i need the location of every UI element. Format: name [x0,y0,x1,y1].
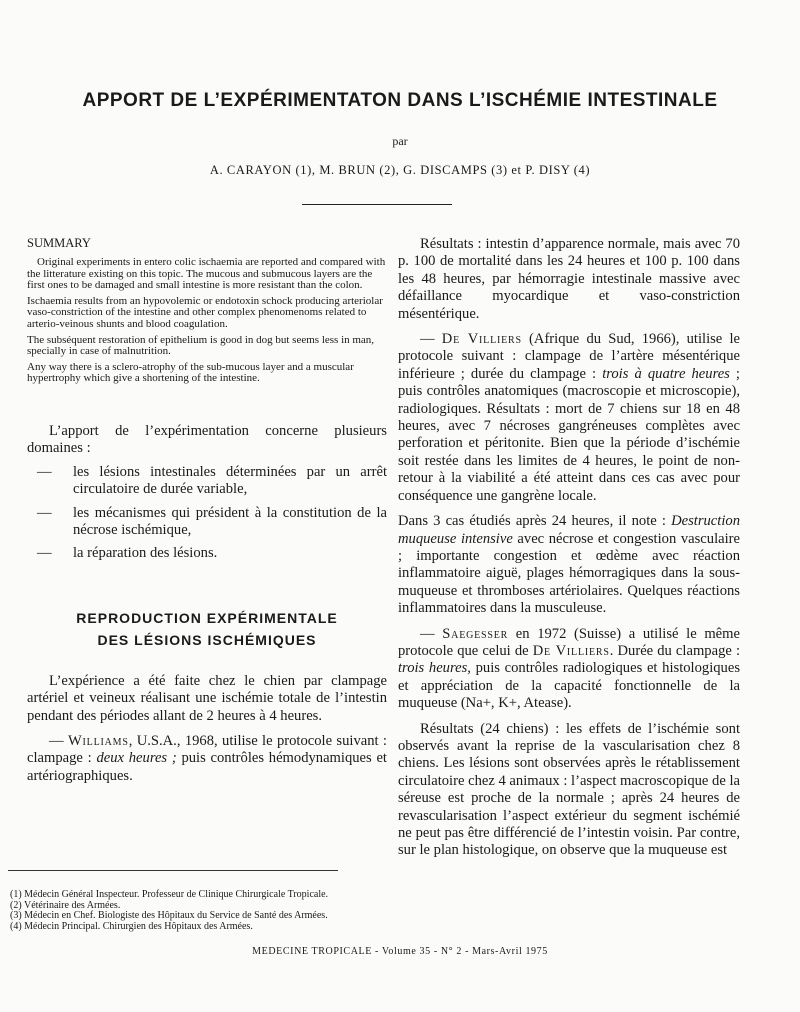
villiers-text-a: (Afrique du Sud, 1966), utilise le protocole suivant : clampage de l’artère mésentérique inférieure ; durée du clampage : [398,331,740,382]
villiers-text-b: ; puis contrôles anatomiques (macroscopie et microscopie), radiologiques. Résultats : mort de 7 chiens sur 18 en 48 heures, avec 7 nécroses gangréneuses complètes avec perforation et péritonite. Bien que la période d’ischémie soit restée dans les limites de 4 heures, le point de non-retour à la viabilité a été atteint dans ces cas avec pour conséquence une gangrène locale. [398,365,740,504]
byline-par: par [392,134,408,148]
summary-paragraph: Any way there is a sclero-atrophy of the sub-mucous layer and a muscular hypertrophy which give a shortening of the intestine. [27,360,354,385]
summary-paragraph: The subséquent restoration of epithelium is good in dog but seems less in man, specially in case of malnutrition. [27,333,375,358]
summary-paragraph: Original experiments in entero colic ischaemia are reported and compared with the litterature existing on this topic. The mucous and submucous layers are the first ones to be damaged and small intestine is more resistant than the colon. [27,256,386,292]
saegesser-italic: trois heures, [398,660,471,677]
williams-paragraph: — Williams, U.S.A., 1968, utilise le protocole suivant : clampage : deux heures ; puis contrôles hémodynamiques et artériographiques. [27,733,387,784]
section-heading [27,607,387,651]
saegesser-paragraph: — Saegesser en 1972 (Suisse) a utilisé le même protocole que celui de De Villiers. Durée du clampage : trois heures, puis contrôles radiologiques et histologiques et appréciation de la capacité fonctionnelle de la muqueuse (Na+, K+, Atease). [398,625,741,712]
footnote: (2) Vétérinaire des Armées. [10,899,121,911]
results-24-paragraph: Résultats (24 chiens) : les effets de l’ischémie sont observés avant la reprise de la vascularisation chez 8 chiens. Les lésions sont observées après le rétablissement circulatoire chez 4 animaux : l’aspect macroscopique de la séreuse est proche de la normale ; après 24 heures de revascularisation l’aspect extérieur du segment ischémié ne peut pas être différencié de l’intestin voisin. Par contre, sur le plan histologique, on observe que la muqueuse est [398,720,740,859]
author-name: De Villiers [441,331,522,348]
villiers-paragraph: — De Villiers (Afrique du Sud, 1966), utilise le protocole suivant : clampage de l’artère mésentérique inférieure ; durée du clampage : trois à quatre heures ; puis contrôles anatomiques (macroscopie et microscopie), radiologiques. Résultats : mort de 7 chiens sur 18 en 48 heures, avec 7 nécroses gangréneuses complètes avec perforation et péritonite. Bien que la période d’ischémie soit restée dans les limites de 4 heures, le point de non-retour à la viabilité a été atteint dans ces cas avec pour conséquence une gangrène locale. [398,331,740,504]
williams-text: , U.S.A., 1968, utilise le protocole suivant : clampage : [27,733,387,767]
saegesser-text-b: . Durée du clampage : [609,642,740,659]
williams-italic: deux heures ; [96,750,177,767]
saegesser-text-c: puis contrôles radiologiques et histologiques et appréciation de la capacité fonctionnelle de la muqueuse (Na+, K+, Atease). [398,660,741,712]
summary-paragraph: Ischaemia results from an hypovolemic or endotoxin schock producing arteriolar vaso-constriction of the intestine and other complex phenomenoms related to arterio-veinous shunts and blood coagulation. [27,294,383,330]
article-title: APPORT DE L’EXPÉRIMENTATON DANS L’ISCHÉMIE INTESTINALE [82,90,718,111]
summary-title: SUMMARY [27,236,91,250]
author-name: Williams [67,733,129,749]
experiment-paragraph: L’expérience a été faite chez le chien par clampage artériel et veineux réalisant une ischémie totale de l’intestin pendant des périodes allant de 2 heures à 4 heures. [27,672,387,724]
williams-end: puis contrôles hémodynamiques et artériographiques. [27,750,387,784]
left-column [27,232,387,785]
title-divider [302,204,452,205]
intro-paragraph: L’apport de l’expérimentation concerne plusieurs domaines : [27,422,387,457]
list-item: — les lésions intestinales déterminées par un arrêt circulatoire de durée variable, [27,464,387,499]
author-name: Saegesser [442,625,509,642]
cases-text-b: avec nécrose et congestion vasculaire ; importante congestion et œdème avec réaction inflammatoire aiguë, plages hémorragiques dans la sous-muqueuse et thromboses artériolaires. Quelques réactions inflammatoires dans la musculeuse. [398,530,740,617]
footnotes [10,890,328,932]
author-name: De Villiers [532,642,610,659]
cases-text-a: Dans 3 cas étudiés après 24 heures, il note : [398,513,672,530]
summary-block [27,236,387,385]
list-item: — la réparation des lésions. [27,545,387,562]
section-heading-line-2: DES LÉSIONS ISCHÉMIQUES [97,631,317,648]
left-body [27,423,387,785]
footnote: (4) Médecin Principal. Chirurgien des Hôpitaux des Armées. [10,920,253,932]
saegesser-text-a: en 1972 (Suisse) a utilisé le même protocole que celui de [398,625,740,659]
journal-footer: MEDECINE TROPICALE - Volume 35 - N° 2 - Mars-Avril 1975 [252,946,548,957]
footnote: (3) Médecin en Chef. Biologiste des Hôpitaux du Service de Santé des Armées. [10,910,328,921]
footnote: (1) Médecin Général Inspecteur. Professeur de Clinique Chirurgicale Tropicale. [10,889,329,900]
cases-paragraph [398,513,740,617]
footnote-divider [8,870,338,871]
right-column [398,232,740,860]
list-item: — les mécanismes qui président à la constitution de la nécrose ischémique, [27,505,387,540]
results-paragraph: Résultats : intestin d’apparence normale, mais avec 70 p. 100 de mortalité dans les 24 heures et 100 p. 100 dans les 48 heures, par hémorragie intestinale massive avec défaillance myocardique et vaso-constriction mésentérique. [398,236,740,322]
domain-list [27,464,387,563]
authors: A. CARAYON (1), M. BRUN (2), G. DISCAMPS (3) et P. DISY (4) [209,163,591,177]
villiers-italic: trois à quatre heures [602,365,730,382]
section-heading-line-1: REPRODUCTION EXPÉRIMENTALE [76,609,338,626]
cases-italic: Destruction muqueuse intensive [398,513,740,547]
